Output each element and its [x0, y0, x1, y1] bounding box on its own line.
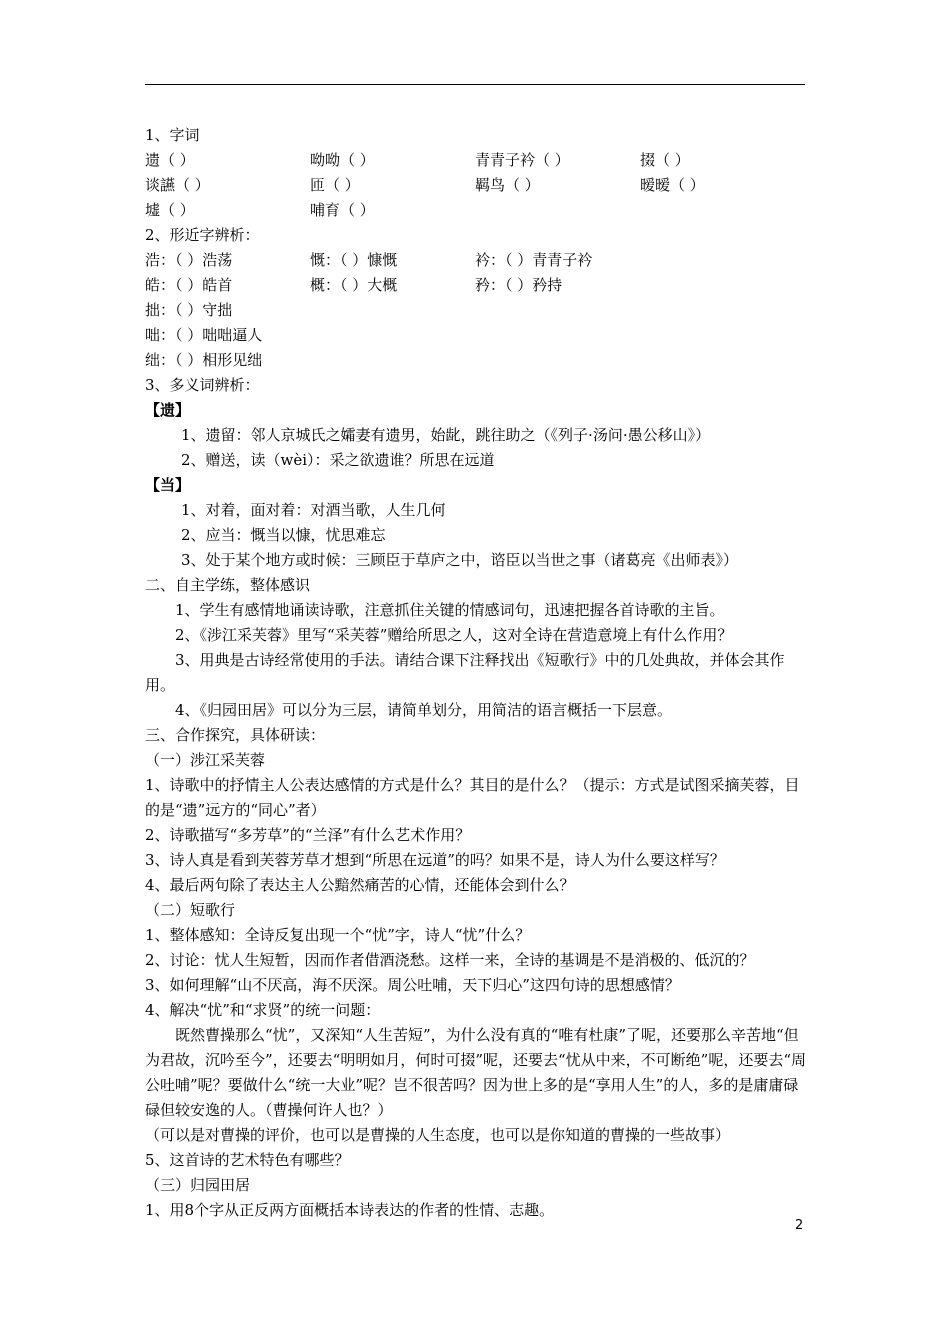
question-item: 1、整体感知：全诗反复出现一个“忧”字，诗人“忧”什么？ — [145, 926, 531, 944]
part-2-item: 4、《归园田居》可以分为三层，请简单划分，用简洁的语言概括一下层意。 — [175, 701, 673, 719]
word-item: 羁鸟（ ） — [475, 176, 540, 194]
subsection-2-title: （二）短歌行 — [145, 901, 236, 919]
question-item: 3、如何理解“山不厌高，海不厌深。周公吐哺，天下归心”这四句诗的思想感情？ — [145, 976, 680, 994]
question-item: 1、诗歌中的抒情主人公表达感情的方式是什么？其目的是什么？（提示：方式是试图采摘芙蓉，目的是“遗”远方的“同心”者） — [145, 776, 800, 819]
question-item: 3、诗人真是看到芙蓉芳草才想到“所思在远道”的吗？如果不是，诗人为什么要这样写？ — [145, 851, 725, 869]
question-item: 4、最后两句除了表达主人公黯然痛苦的心情，还能体会到什么？ — [145, 876, 575, 894]
part-2-item: 2、《涉江采芙蓉》里写“采芙蓉”赠给所思之人，这对全诗在营造意境上有什么作用？ — [175, 626, 733, 644]
shape-row — [145, 248, 810, 273]
question-item: 2、讨论：忧人生短暂，因而作者借酒浇愁。这样一来，全诗的基调是不是消极的、低沉的？ — [145, 951, 755, 969]
shape-item: 浩：（ ）浩荡 — [145, 251, 233, 269]
polysemy-item: 1、遗留：邻人京城氏之孀妻有遗男，始龀，跳往助之（《列子·汤问·愚公移山》） — [181, 426, 711, 444]
shape-item: 矜：（ ）矜持 — [475, 276, 563, 294]
part-3-title: 三、合作探究，具体研读： — [145, 726, 326, 744]
document-body — [145, 123, 810, 1223]
section-1-title: 1、字词 — [145, 126, 200, 144]
discussion-note: （可以是对曹操的评价，也可以是曹操的人生态度，也可以是你知道的曹操的一些故事） — [145, 1126, 731, 1144]
word-item: 暧暧（ ） — [640, 176, 705, 194]
word-item: 遗（ ） — [145, 151, 195, 169]
subsection-3-title: （三）归园田居 — [145, 1176, 251, 1194]
word-row — [145, 198, 810, 223]
part-2-item: 3、用典是古诗经常使用的手法。请结合课下注释找出《短歌行》中的几处典故，并体会其作用。 — [145, 651, 785, 694]
shape-row: 拙：（ ）守拙 — [145, 301, 233, 319]
part-2-item: 1、学生有感情地诵读诗歌，注意抓住关键的情感词句，迅速把握各首诗歌的主旨。 — [175, 601, 725, 619]
word-item: 呦呦（ ） — [310, 151, 375, 169]
section-2-title: 2、形近字辨析： — [145, 226, 260, 244]
shape-row: 咄：（ ）咄咄逼人 — [145, 326, 263, 344]
discussion-paragraph: 既然曹操那么“忧”，又深知“人生苦短”，为什么没有真的“唯有杜康”了呢，还要那么辛苦地“但为君故，沉吟至今”，还要去“明明如月，何时可掇”呢，还要去“忧从中来，不可断绝”呢，还要去“周公吐哺”呢？要做什么“统一大业”呢？岂不很苦吗？因为世上多的是“享用人生”的人，多的是庸庸碌碌但较安逸的人。（曹操何许人也？） — [145, 1026, 807, 1119]
word-item: 哺育（ ） — [310, 201, 375, 219]
word-item: 谈讌（ ） — [145, 176, 210, 194]
polysemy-item: 2、应当：慨当以慷，忧思难忘 — [181, 526, 386, 544]
word-item: 匝（ ） — [310, 176, 360, 194]
question-item: 4、解决“忧”和“求贤”的统一问题： — [145, 1001, 381, 1019]
question-item: 1、用8个字从正反两方面概括本诗表达的作者的性情、志趣。 — [145, 1201, 555, 1219]
polysemy-head-dang: 【当】 — [145, 476, 191, 494]
polysemy-head-yi: 【遗】 — [145, 401, 191, 419]
word-item: 青青子衿（ ） — [475, 151, 570, 169]
polysemy-item: 3、处于某个地方或时候：三顾臣于草庐之中，谘臣以当世之事（诸葛亮《出师表》） — [181, 551, 739, 569]
header-rule — [145, 84, 805, 85]
word-row — [145, 148, 810, 173]
question-item: 2、诗歌描写“多芳草”的“兰泽”有什么艺术作用？ — [145, 826, 471, 844]
page-number: 2 — [795, 1218, 804, 1233]
shape-row: 绌：（ ）相形见绌 — [145, 351, 263, 369]
question-item: 5、这首诗的艺术特色有哪些？ — [145, 1151, 350, 1169]
part-2-title: 二、自主学练，整体感识 — [145, 576, 311, 594]
shape-row — [145, 273, 810, 298]
polysemy-item: 2、赠送，读（wèi）：采之欲遗谁？所思在远道 — [181, 451, 495, 469]
polysemy-item: 1、对着，面对着：对酒当歌，人生几何 — [181, 501, 446, 519]
subsection-1-title: （一）涉江采芙蓉 — [145, 751, 266, 769]
word-row — [145, 173, 810, 198]
word-item: 墟（ ） — [145, 201, 195, 219]
shape-item: 衿：（ ）青青子衿 — [475, 251, 593, 269]
shape-item: 慨：（ ）慷慨 — [310, 251, 398, 269]
section-3-title: 3、多义词辨析： — [145, 376, 260, 394]
shape-item: 皓：（ ）皓首 — [145, 276, 233, 294]
word-item: 掇（ ） — [640, 151, 690, 169]
shape-item: 概：（ ）大概 — [310, 276, 398, 294]
